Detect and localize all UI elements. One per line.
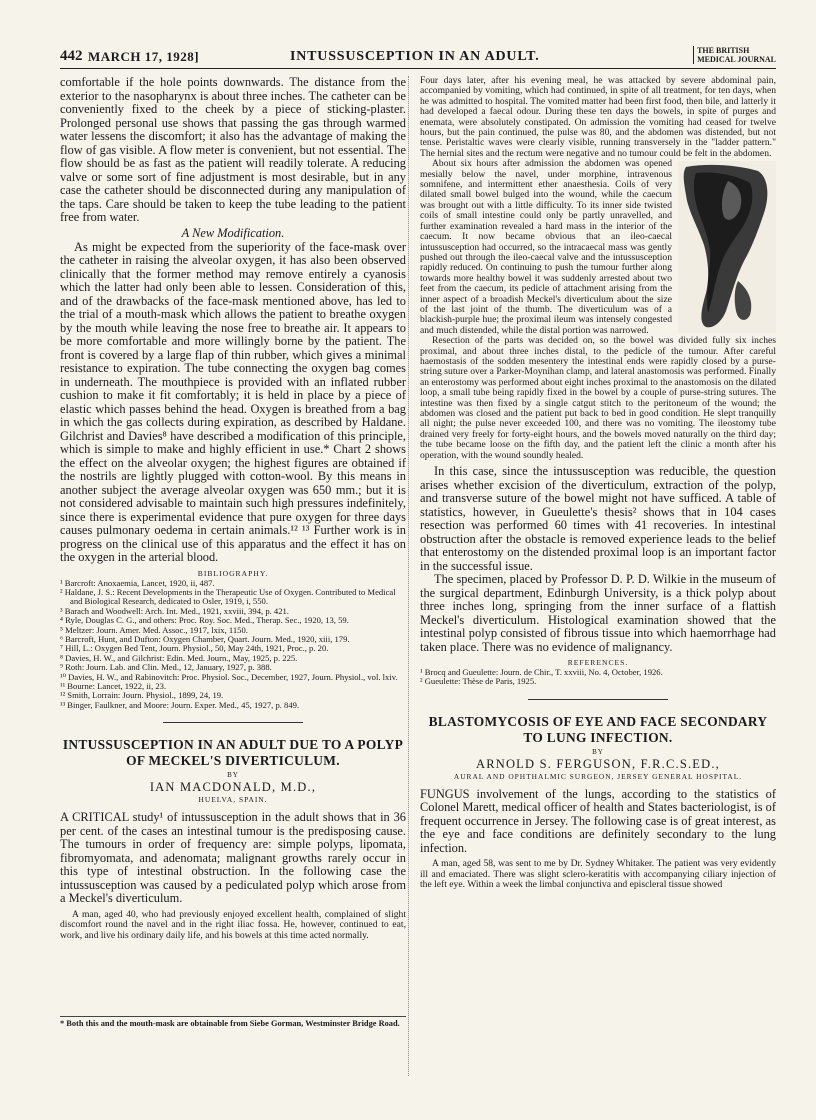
left-column xyxy=(60,76,406,941)
article-title: BLASTOMYCOSIS OF EYE AND FACE SECONDARY TO LUNG INFECTION. xyxy=(428,713,768,745)
case-report-start: A man, aged 58, was sent to me by Dr. Sydney Whitaker. The patient was very evidently ill and emaciated. There was slight sclero-keratitis with accompanying ciliary injection of the left eye. Within a week the limbal conjunctiva and episcleral tissue showed xyxy=(420,858,776,891)
bibliography-entry: ⁴ Ryle, Douglas C. G., and others: Proc. Roy. Soc. Med., Therap. Sec., 1920, 13, 59. xyxy=(60,615,349,626)
bibliography-entry: ⁶ Barcroft, Hunt, and Dufton: Oxygen Chamber, Quart. Journ. Med., 1920, xiii, 179. xyxy=(60,633,350,644)
footnote: * Both this and the mouth-mask are obtainable from Siebe Gorman, Westminster Bridge Road. xyxy=(60,1016,406,1029)
journal-name-line-1: THE BRITISH xyxy=(697,46,750,55)
section-separator xyxy=(163,722,303,723)
references-heading: REFERENCES. xyxy=(567,658,629,668)
intro-paragraph: comfortable if the hole points downwards. The distance from the exterior to the nasopharynx is about three inches. The catheter can be conveniently fixed to the cheek by a piece of sticking-plaster. Prolonged personal use shows that passing the gas through warmed water lessens the discomfort; it also has the advantage of making the flow of gas visible. A flow meter is convenient, but not essential. The flow should be as fast as the patient will readily tolerate. A reducing valve or some sort of fine adjustment is most desirable, but in any case the catheter should be disconnected during any manipulation of the taps. Care should be taken to keep the tube leading to the patient free from water. xyxy=(60,75,406,224)
bibliography-entry: ⁵ Meltzer: Journ. Amer. Med. Assoc., 1917, lxix, 1150. xyxy=(60,624,248,635)
case-continued-1: Four days later, after his evening meal, he was attacked by severe abdominal pain, accompanied by vomiting, which had continued, in spite of all treatment, for ten days, when he was admitted to hospital. The vomited matter had been first food, then bile, and latterly it had developed a faecal odour. During these ten days the bowels, in spite of purges and enemata, were absolutely constipated. On admission the vomiting had ceased for twelve hours, but the pain continued, the pulse was 80, and the abdomen was distended, but not tense. Peristaltic waves were clearly visible, running transversely in the "ladder pattern." The hernial sites and the rectum were negative and no tumour could be felt in the abdomen. xyxy=(420,75,776,159)
bibliography-entry: ¹⁰ Davies, H. W., and Rabinovitch: Proc. Physiol. Soc., December, 1927, Journ. Physiol., vol. lxiv. xyxy=(60,671,398,682)
article-intro: A CRITICAL study¹ of intussusception in the adult shows that in 36 per cent. of the cases an intestinal tumour is the predisposing cause. The tumours in order of frequency are: simple polyps, lipomata, fibromyomata, and adenomata; malignant growths rarely occur in this type of intestinal obstruction. In the following case the intussusception was caused by a pediculated polyp which arose from a Meckel's diverticulum. xyxy=(60,810,406,906)
specimen-photograph xyxy=(678,161,776,333)
subheading: A New Modification. xyxy=(181,225,285,240)
bibliography-entry: ¹¹ Bourne: Lancet, 1922, ii, 23. xyxy=(60,680,167,691)
byline-by: BY xyxy=(227,771,239,780)
case-continued-3: Resection of the parts was decided on, so the bowel was divided fully six inches proximal, and about three inches distal, to the pedicle of the tumour. After careful haemostasis of the sodden mesentery the intestinal ends were rapidly closed by a purse-string suture over a Parker-Moynihan clamp, and lateral anastomosis was performed. Finally an enterostomy was performed about eight inches proximal to the anastomosis on the dilated loop, a small tube being rapidly fixed in the bowel by a couple of purse-string sutures. The intestine was then fixed by a single catgut stitch to the peritoneum of the wound; the abdomen was closed and the patient put back to bed in good condition. He slept tranquilly all night; the pulse never exceeded 100, and there was no vomiting. The ileostomy tube drained very freely for forty-eight hours, and the bowels moved naturally on the third day; the tube became loose on the fifth day, and the patient left the clinic a month after his operation, with the wound soundly healed. xyxy=(420,335,776,461)
specimen-photo-image xyxy=(678,161,776,333)
discussion-paragraph-2: The specimen, placed by Professor D. P. D. Wilkie in the museum of the surgical department, Edinburgh University, is a thick polyp about three inches long, springing from the inner surface of a flattish Meckel's diverticulum. Histological examination showed that the intestinal polyp consisted of fibrous tissue into which haemorrhage had taken place. There was no evidence of malignancy. xyxy=(420,572,776,654)
journal-name xyxy=(693,46,776,64)
case-continued-2: About six hours after admission the abdomen was opened mesially below the navel, under morphine, intravenous somnifene, and intermittent ether anaesthesia. Coils of very dilated small bowel bulged into the wound, while the caecum was brought out with a little difficulty. To its inner side twisted coils of small intestine could only be partly unravelled, and further examination revealed a hard mass in the interior of the caecum. It now became obvious that an ileo-caecal intussusception had occurred, so the intracaecal mass was gently pushed out through the ileo-caecal valve and the intussusception rapidly reduced. On continuing to push the tumour further along towards more healthy bowel it was suddenly arrested about two feet from the caecum, its pedicle of attachment arising from the inner aspect of a broadish Meckel's diverticulum about the size of the last joint of the thumb. The diverticulum was of a blackish-purple hue; the proximal ileum was intensely congested and much distended, while the distal portion was narrowed. xyxy=(420,158,672,336)
author-name: ARNOLD S. FERGUSON, F.R.C.S.ED., xyxy=(475,756,721,771)
bibliography-heading: BIBLIOGRAPHY. xyxy=(197,568,269,578)
author-affiliation: HUELVA, SPAIN. xyxy=(198,795,268,805)
running-header xyxy=(60,46,776,69)
bibliography-entry: ⁹ Roth: Journ. Lab. and Clin. Med., 12, January, 1927, p. 388. xyxy=(60,662,272,673)
right-column xyxy=(420,76,776,891)
references-list xyxy=(420,668,776,687)
author-name: IAN MACDONALD, M.D., xyxy=(149,780,317,795)
bibliography-list xyxy=(60,579,406,711)
bibliography-entry: ⁷ Hill, L.: Oxygen Bed Tent, Journ. Physiol., 50, May 24th, 1921, Proc., p. 20. xyxy=(60,643,329,654)
case-report-start: A man, aged 40, who had previously enjoyed excellent health, complained of slight discomfort round the navel and in the right iliac fossa. He, however, continued to eat, work, and live his ordinary daily life, and his bowels at this time acted normally. xyxy=(60,908,406,941)
author-affiliation: AURAL AND OPHTHALMIC SURGEON, JERSEY GENERAL HOSPITAL. xyxy=(453,771,743,781)
bibliography-entry: ² Haldane, J. S.: Recent Developments in the Therapeutic Use of Oxygen. Contributed to Medical and Biological Research, dedicated to Osler, 1919, i, 550. xyxy=(60,586,396,607)
journal-name-line-2: MEDICAL JOURNAL xyxy=(697,55,776,64)
bibliography-entry: ⁸ Davies, H. W., and Gilchrist: Edin. Med. Journ., May, 1925, p. 225. xyxy=(60,652,298,663)
reference-entry: ² Gueulette: Thèse de Paris, 1925. xyxy=(420,676,537,687)
page-number: 442 xyxy=(60,48,83,64)
discussion-paragraph-1: In this case, since the intussusception was reducible, the question arises whether excision of the diverticulum, extraction of the polyp, and transverse suture of the bowel might not have sufficed. A table of statistics, however, in Gueulette's thesis² shows that in 104 cases resection was performed 60 times with 41 recoveries. In intestinal obstruction after the obstacle is removed experience leads to the belief that enterostomy on the distended proximal loop is an important factor in the successful issue. xyxy=(420,464,776,573)
bibliography-entry: ³ Barach and Woodwell: Arch. Int. Med., 1921, xxviii, 394, p. 421. xyxy=(60,605,289,616)
bibliography-entry: ¹³ Binger, Faulkner, and Moore: Journ. Exper. Med., 45, 1927, p. 849. xyxy=(60,699,300,710)
bibliography-entry: ¹ Barcroft: Anoxaemia, Lancet, 1920, ii, 487. xyxy=(60,577,215,588)
issue-date: MARCH 17, 1928] xyxy=(88,49,200,64)
byline-by: BY xyxy=(592,747,604,756)
bibliography-entry: ¹² Smith, Lorrain: Journ. Physiol., 1899, 24, 19. xyxy=(60,690,224,701)
running-title: INTUSSUSCEPTION IN AN ADULT. xyxy=(290,49,540,64)
modification-paragraph: As might be expected from the superiority of the face-mask over the catheter in raising the alveolar oxygen, it has also been observed clinically that the former method may remove entirely a cyanosis which the latter had only been able to lessen. Consideration of this, and of the drawbacks of the face-mask mentioned above, has led to the trial of a mouth-mask which allows the patient to breathe oxygen by the mouth while leaving the nose free to breathe air. It appears to be more comfortable and more willingly borne by the patient. The front is covered by a large flap of thin rubber, which gives a minimal resistance to expiration. The tube connecting the oxygen bag comes in underneath. The mouthpiece is provided with an inflated rubber cushion to make it fit comfortably; it is held in place by a piece of elastic which passes behind the head. Oxygen is breathed from a bag in which the gas collects during expiration, as described by Haldane. Gilchrist and Davies⁸ have described a modification of this principle, which is simple to make and highly efficient in use.* Chart 2 shows the effect on the alveolar oxygen; the highest figures are obtained if the nostrils are lightly plugged with cotton-wool. By this means in another subject the average alveolar oxygen was 650 mm.; but it is not considered advisable to maintain such high pressures indefinitely, since there is experimental evidence that pure oxygen for three days causes pulmonary oedema in certain animals.¹² ¹³ Further work is in progress on the clinical use of this apparatus and the effect it has on the oxygen in the arterial blood. xyxy=(60,239,406,564)
article-intro: FUNGUS involvement of the lungs, according to the statistics of Colonel Marett, medical officer of health and States bacteriologist, is of frequent occurrence in Jersey. The following case is of great interest, as the eye and face conditions are definitely secondary to the lung infection. xyxy=(420,786,776,855)
column-divider xyxy=(408,76,409,1076)
article-title: INTUSSUSCEPTION IN AN ADULT DUE TO A POLYP OF MECKEL'S DIVERTICULUM. xyxy=(62,737,404,769)
reference-entry: ¹ Brocq and Gueulette: Journ. de Chir., T. xxviii, No. 4, October, 1926. xyxy=(420,667,663,678)
section-separator xyxy=(528,699,668,700)
